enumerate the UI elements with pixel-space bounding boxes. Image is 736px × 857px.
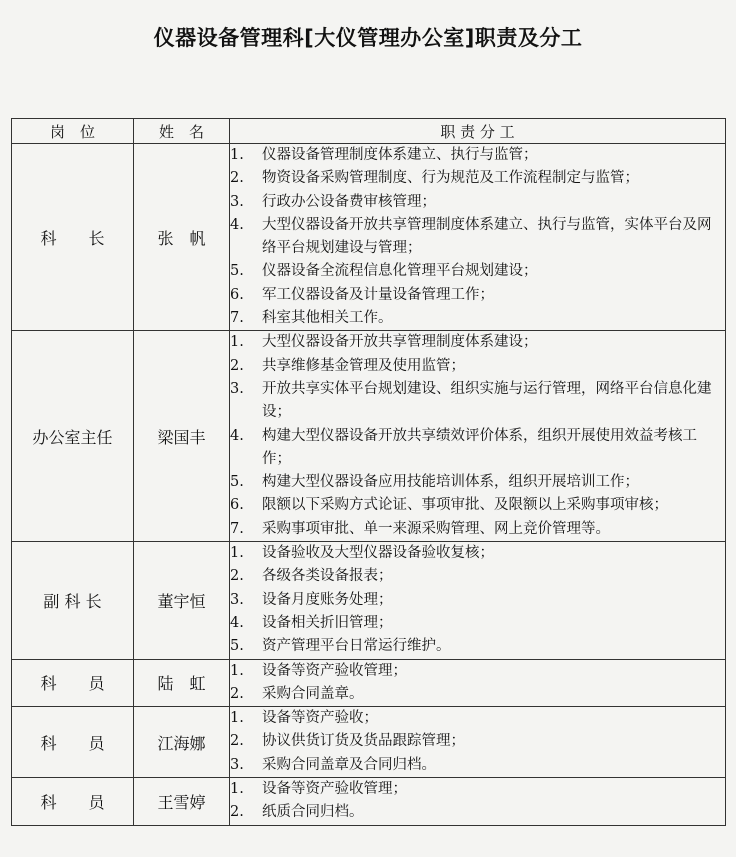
duty-item xyxy=(230,378,725,425)
name-cell: 王雪婷 xyxy=(134,778,230,826)
duty-text: 设备等资产验收管理； xyxy=(262,781,407,798)
page-title: 仪器设备管理科[大仪管理办公室]职责及分工 xyxy=(153,26,583,50)
table-header-row xyxy=(12,119,726,144)
duties-cell xyxy=(230,144,726,331)
duty-item xyxy=(230,660,725,683)
duty-item xyxy=(230,565,725,588)
header-name: 姓 名 xyxy=(134,119,230,144)
duty-table xyxy=(11,118,726,826)
duty-number: 4. xyxy=(230,216,244,233)
duty-text: 设备等资产验收； xyxy=(262,710,378,727)
duty-list xyxy=(230,144,725,330)
name-cell: 张 帆 xyxy=(134,144,230,331)
duty-number: 2. xyxy=(230,733,244,750)
name-cell: 江海娜 xyxy=(134,707,230,778)
duty-text: 军工仪器设备及计量设备管理工作； xyxy=(262,286,494,303)
table-row xyxy=(12,778,726,826)
position-cell: 科 员 xyxy=(12,778,134,826)
table-body xyxy=(12,144,726,826)
duty-text: 物资设备采购管理制度、行为规范及工作流程制定与监管； xyxy=(262,170,639,187)
duty-text: 构建大型仪器设备开放共享绩效评价体系，组织开展使用效益考核工作； xyxy=(262,427,697,467)
duty-list xyxy=(230,331,725,541)
duty-item xyxy=(230,801,725,824)
duty-item xyxy=(230,635,725,658)
name-cell: 董宇恒 xyxy=(134,542,230,659)
duty-item xyxy=(230,284,725,307)
header-position: 岗 位 xyxy=(12,119,134,144)
duty-text: 协议供货订货及货品跟踪管理； xyxy=(262,733,465,750)
duty-list xyxy=(230,660,725,707)
table-row xyxy=(12,542,726,659)
duty-text: 构建大型仪器设备应用技能培训体系，组织开展培训工作； xyxy=(262,474,639,491)
duty-item xyxy=(230,730,725,753)
duty-number: 6. xyxy=(230,286,244,303)
duty-number: 3. xyxy=(230,591,244,608)
duties-cell xyxy=(230,778,726,826)
duty-item xyxy=(230,191,725,214)
duty-text: 设备月度账务处理； xyxy=(262,591,393,608)
position-cell: 科 长 xyxy=(12,144,134,331)
duty-item xyxy=(230,331,725,354)
duty-number: 7. xyxy=(230,520,244,537)
duty-text: 各级各类设备报表； xyxy=(262,568,393,585)
duty-text: 设备等资产验收管理； xyxy=(262,662,407,679)
duty-number: 5. xyxy=(230,474,244,491)
duty-text: 资产管理平台日常运行维护。 xyxy=(262,638,451,655)
duty-text: 行政办公设备费审核管理； xyxy=(262,193,436,210)
duty-item xyxy=(230,589,725,612)
duty-text: 大型仪器设备开放共享管理制度体系建设； xyxy=(262,334,538,351)
duty-number: 1. xyxy=(230,710,244,727)
duty-number: 7. xyxy=(230,310,244,327)
table-row xyxy=(12,659,726,707)
duty-item xyxy=(230,542,725,565)
duty-number: 4. xyxy=(230,427,244,444)
duty-item xyxy=(230,167,725,190)
name-cell: 陆 虹 xyxy=(134,659,230,707)
duty-item xyxy=(230,494,725,517)
duty-item xyxy=(230,707,725,730)
table-row xyxy=(12,707,726,778)
duty-number: 5. xyxy=(230,638,244,655)
duty-text: 科室其他相关工作。 xyxy=(262,310,393,327)
duty-list xyxy=(230,707,725,777)
header-duties: 职 责 分 工 xyxy=(230,119,726,144)
duty-number: 6. xyxy=(230,497,244,514)
duty-number: 3. xyxy=(230,380,244,397)
duty-number: 1. xyxy=(230,147,244,163)
duty-item xyxy=(230,144,725,167)
duty-item xyxy=(230,214,725,261)
duty-text: 大型仪器设备开放共享管理制度体系建立、执行与监管，实体平台及网络平台规划建设与管理； xyxy=(262,216,712,257)
position-cell: 科 员 xyxy=(12,659,134,707)
table-row xyxy=(12,144,726,331)
name-cell: 梁国丰 xyxy=(134,331,230,542)
duty-item xyxy=(230,612,725,635)
duty-text: 共享维修基金管理及使用监管； xyxy=(262,357,465,374)
duty-number: 1. xyxy=(230,662,244,679)
duty-text: 采购合同盖章及合同归档。 xyxy=(262,756,436,773)
duty-text: 限额以下采购方式论证、事项审批、及限额以上采购事项审核； xyxy=(262,497,668,514)
duty-text: 设备相关折旧管理； xyxy=(262,614,393,631)
duty-text: 设备验收及大型仪器设备验收复核； xyxy=(262,545,494,562)
duty-item xyxy=(230,754,725,777)
duties-cell xyxy=(230,331,726,542)
duties-cell xyxy=(230,542,726,659)
duties-cell xyxy=(230,659,726,707)
duty-item xyxy=(230,355,725,378)
duty-number: 2. xyxy=(230,357,244,374)
duty-item xyxy=(230,307,725,330)
duty-number: 1. xyxy=(230,545,244,562)
duty-number: 5. xyxy=(230,263,244,280)
duty-number: 4. xyxy=(230,614,244,631)
position-cell: 副 科 长 xyxy=(12,542,134,659)
duty-item xyxy=(230,518,725,541)
duty-item xyxy=(230,425,725,472)
duty-number: 1. xyxy=(230,781,244,798)
duty-text: 开放共享实体平台规划建设、组织实施与运行管理，网络平台信息化建设； xyxy=(262,380,712,421)
duty-number: 2. xyxy=(230,685,244,702)
duty-item xyxy=(230,778,725,801)
duty-text: 仪器设备管理制度体系建立、执行与监管； xyxy=(262,147,538,163)
duty-number: 1. xyxy=(230,334,244,351)
position-cell: 办公室主任 xyxy=(12,331,134,542)
duty-list xyxy=(230,778,725,825)
duty-text: 采购合同盖章。 xyxy=(262,685,364,702)
duty-number: 2. xyxy=(230,170,244,187)
duty-text: 仪器设备全流程信息化管理平台规划建设； xyxy=(262,263,538,280)
duty-item xyxy=(230,260,725,283)
duty-item xyxy=(230,683,725,706)
duty-number: 3. xyxy=(230,756,244,773)
position-cell: 科 员 xyxy=(12,707,134,778)
duty-list xyxy=(230,542,725,658)
table-row xyxy=(12,331,726,542)
duty-number: 2. xyxy=(230,804,244,821)
duty-text: 纸质合同归档。 xyxy=(262,804,364,821)
duty-number: 3. xyxy=(230,193,244,210)
duty-number: 2. xyxy=(230,568,244,585)
duties-cell xyxy=(230,707,726,778)
duty-item xyxy=(230,471,725,494)
duty-text: 采购事项审批、单一来源采购管理、网上竞价管理等。 xyxy=(262,520,610,537)
